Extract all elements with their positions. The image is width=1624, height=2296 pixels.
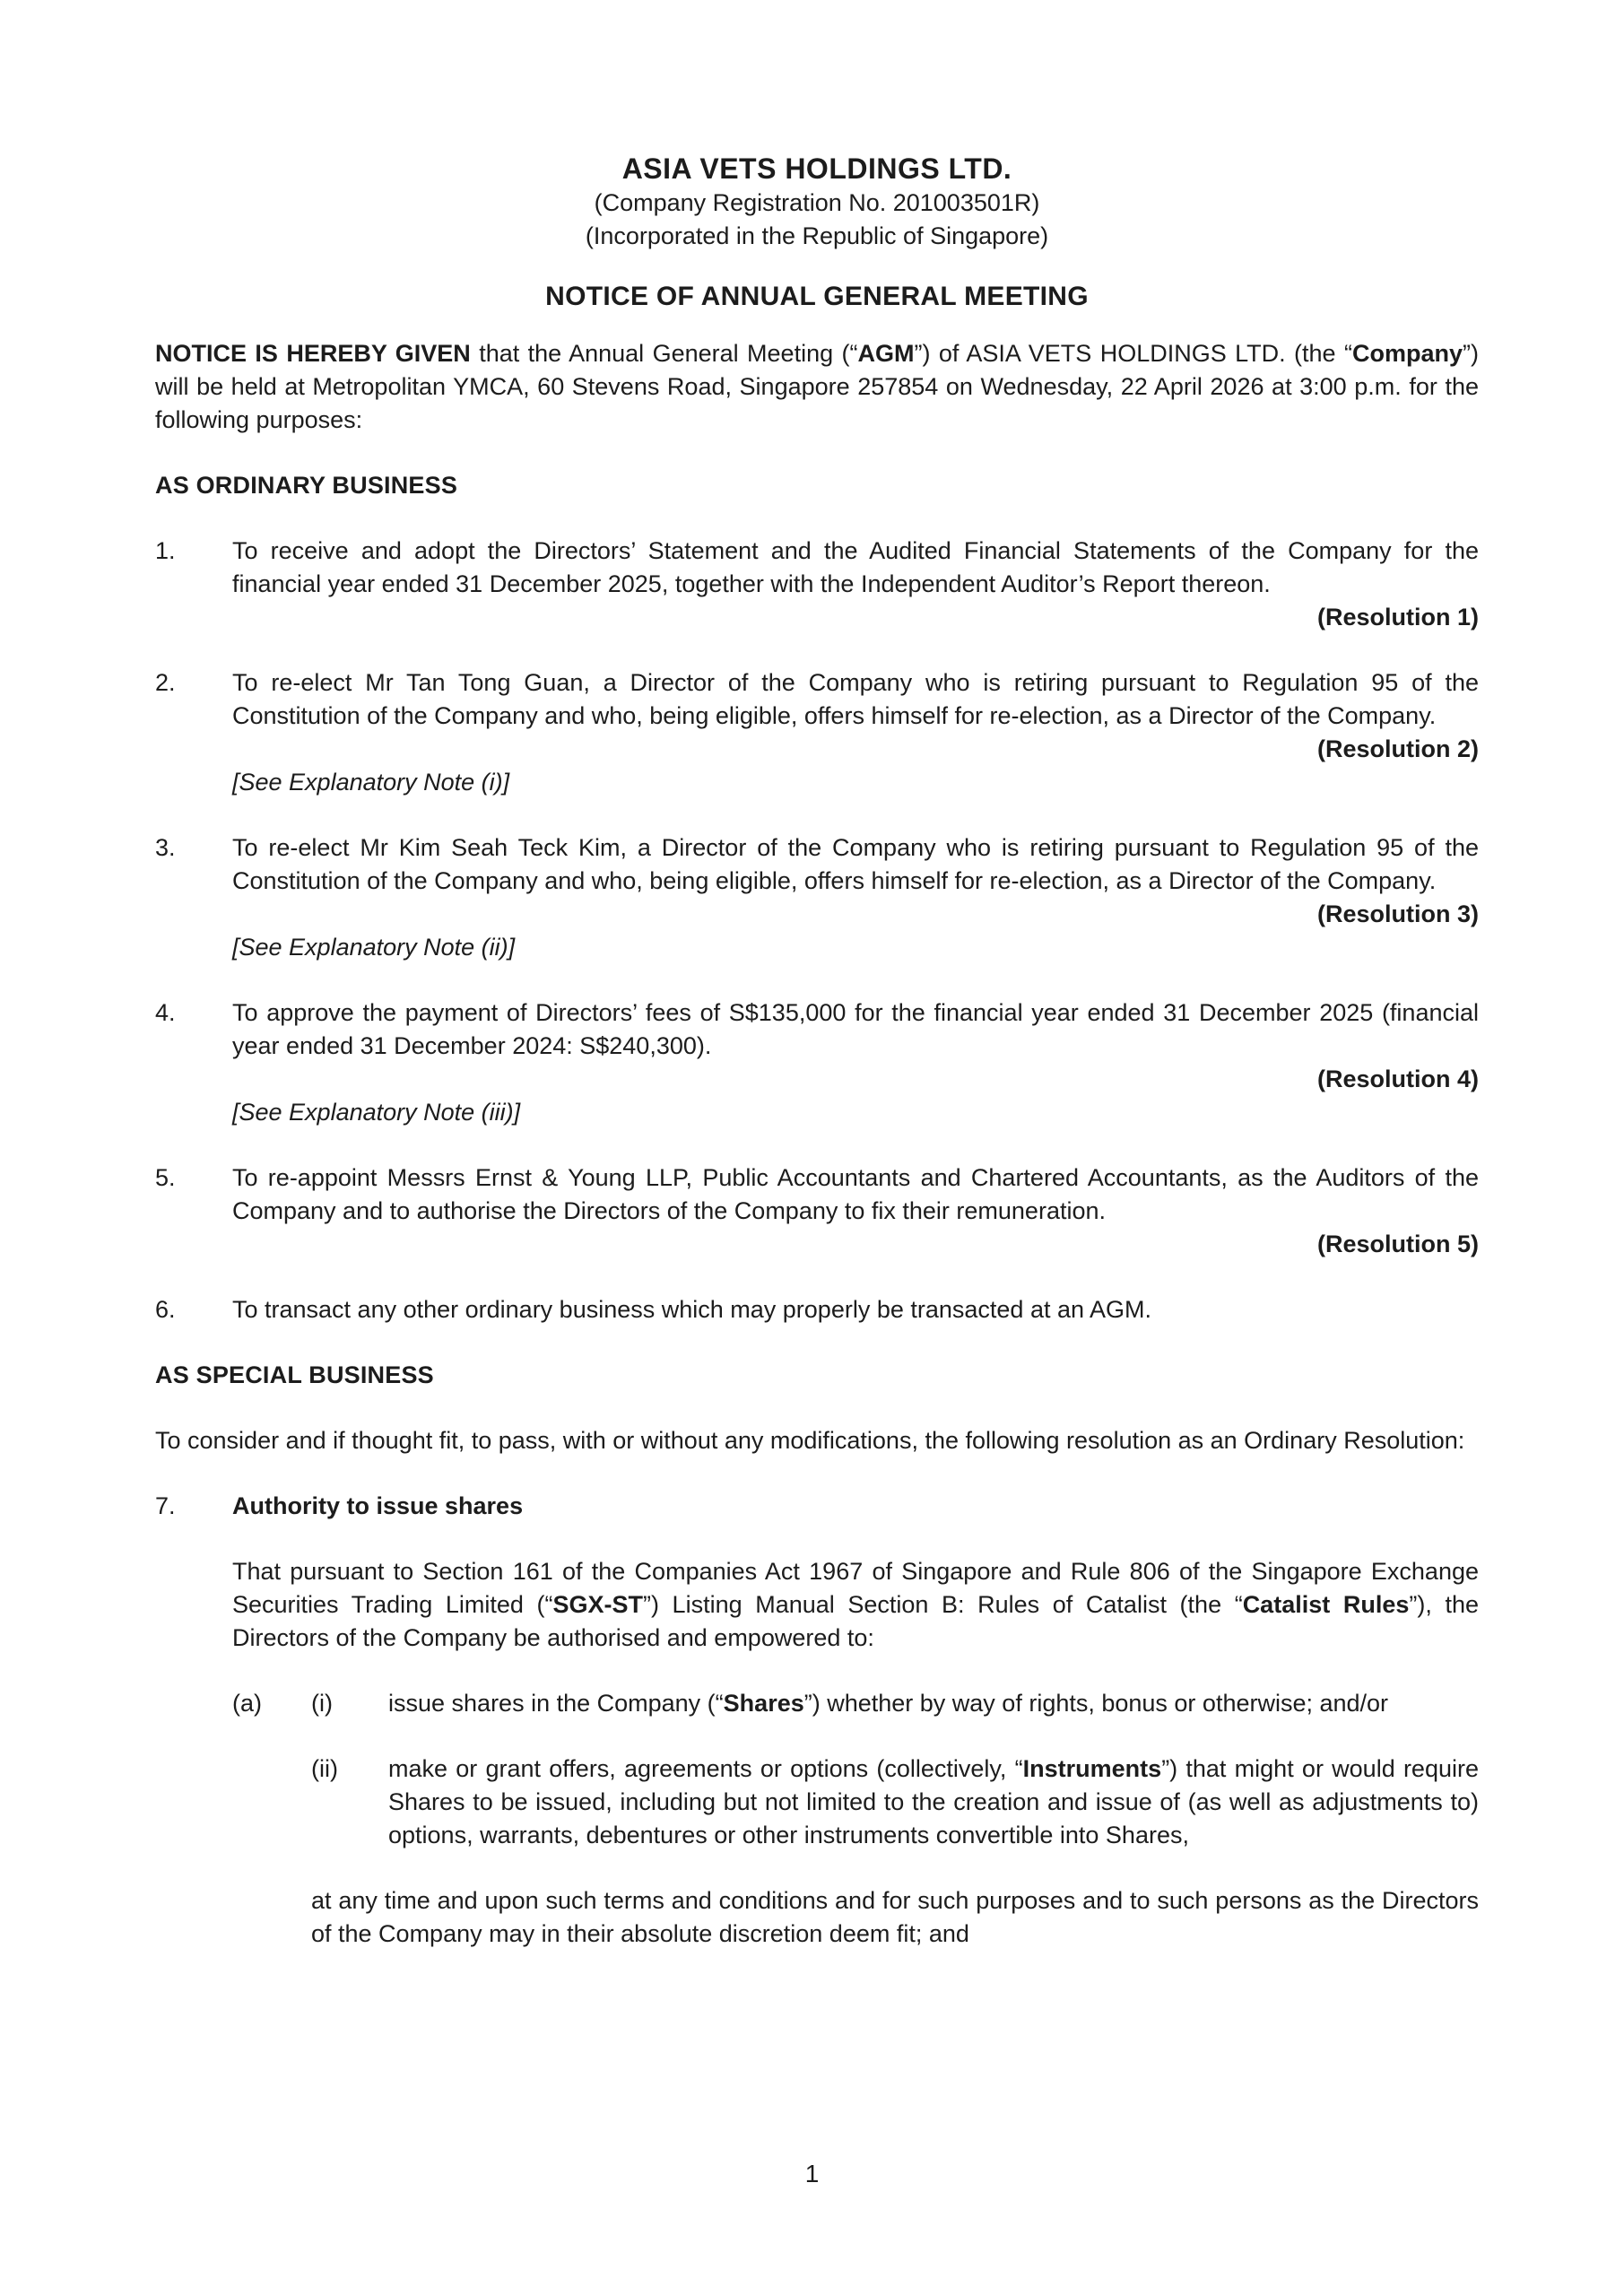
sub-ii-text-a: make or grant offers, agreements or options (collectively, “: [388, 1755, 1023, 1782]
item-7-text-a: That pursuant to Section 161 of the Companies Act 1967 of Singapore and Rule 806 of the Singapore Exchange Securities Trading Limited (“: [232, 1558, 1479, 1618]
item-7-paragraph: [232, 1555, 1479, 1655]
intro-paragraph: [155, 337, 1479, 437]
item-number: 3.: [155, 834, 176, 861]
sub-item-ii-text: [388, 1752, 1479, 1852]
notice-content: [155, 151, 1479, 1951]
agenda-item-2: [155, 666, 1479, 799]
sub-label-spacer: [232, 1752, 311, 1852]
catalist-rules-term: Catalist Rules: [1242, 1591, 1410, 1618]
item-number: 7.: [155, 1492, 176, 1519]
item-text: To re-elect Mr Tan Tong Guan, a Director of the Company who is retiring pursuant to Regulation 95 of the Constitution of the Company and who, being eligible, offers himself for re-election, as a Director of the Company.: [232, 669, 1479, 729]
agenda-item-6: [155, 1293, 1479, 1326]
item-text: To re-elect Mr Kim Seah Teck Kim, a Director of the Company who is retiring pursuant to Regulation 95 of the Constitution of the Company and who, being eligible, offers himself for re-election, as a Director of the Company.: [232, 834, 1479, 894]
sub-item-a-tail: at any time and upon such terms and conditions and for such purposes and to such persons as the Directors of the Company may in their absolute discretion deem fit; and: [311, 1887, 1479, 1947]
incorporation-line: (Incorporated in the Republic of Singapore): [585, 222, 1049, 249]
agenda-item-4: [155, 996, 1479, 1129]
explanatory-note-ref: [See Explanatory Note (i)]: [232, 769, 510, 796]
item-text: To receive and adopt the Directors’ Statement and the Audited Financial Statements of the Company for the financial year ended 31 December 2025, together with the Independent Auditor’s Report thereon.: [232, 537, 1479, 597]
registration-number: (Company Registration No. 201003501R): [594, 189, 1040, 216]
special-business-intro: To consider and if thought fit, to pass, with or without any modifications, the following resolution as an Ordinary Resolution:: [155, 1427, 1465, 1454]
agenda-item-1: [155, 535, 1479, 634]
item-number: 2.: [155, 669, 176, 696]
agenda-item-7: [155, 1490, 1479, 1523]
notice-title: NOTICE OF ANNUAL GENERAL MEETING: [545, 282, 1089, 311]
sgx-st-term: SGX-ST: [552, 1591, 643, 1618]
item-number: 6.: [155, 1296, 176, 1323]
resolution-label: (Resolution 3): [1317, 900, 1479, 927]
item-7-text-c: ”), the Directors of the Company be authorised and empowered to:: [232, 1591, 1479, 1651]
sub-label-i: (i): [311, 1690, 333, 1717]
item-text: To approve the payment of Directors’ fees of S$135,000 for the financial year ended 31 December 2025 (financial year ended 31 December 2024: S$240,300).: [232, 999, 1479, 1059]
intro-agm: AGM: [857, 340, 915, 367]
sub-label-a: (a): [232, 1690, 262, 1717]
item-number: 4.: [155, 999, 176, 1026]
ordinary-business-heading: AS ORDINARY BUSINESS: [155, 472, 458, 499]
intro-company: Company: [1351, 340, 1463, 367]
page-number: 1: [804, 2160, 820, 2187]
sub-i-text-a: issue shares in the Company (“: [388, 1690, 724, 1717]
shares-term: Shares: [723, 1690, 804, 1717]
sub-item-a-i: [232, 1687, 1479, 1720]
resolution-label: (Resolution 1): [1317, 604, 1479, 631]
item-number: 5.: [155, 1164, 176, 1191]
intro-text-2: ”) of ASIA VETS HOLDINGS LTD. (the “: [914, 340, 1352, 367]
company-name: ASIA VETS HOLDINGS LTD.: [621, 152, 1012, 185]
resolution-label: (Resolution 2): [1317, 735, 1479, 762]
special-business-heading: AS SPECIAL BUSINESS: [155, 1361, 434, 1388]
item-7-title: Authority to issue shares: [232, 1492, 524, 1519]
item-7-text-b: ”) Listing Manual Section B: Rules of Catalist (the “: [642, 1591, 1243, 1618]
agenda-item-3: [155, 831, 1479, 964]
sub-i-text-b: ”) whether by way of rights, bonus or otherwise; and/or: [803, 1690, 1389, 1717]
intro-text-3: ”) will be held at Metropolitan YMCA, 60 Stevens Road, Singapore 257854 on Wednesday, 22 April 2026 at 3:00 p.m. for the following purposes:: [155, 340, 1479, 433]
item-text: To re-appoint Messrs Ernst & Young LLP, Public Accountants and Chartered Accountants, as the Auditors of the Company and to authorise the Directors of the Company to fix their remuneration.: [232, 1164, 1479, 1224]
sub-item-i-text: [388, 1687, 1479, 1720]
item-text: To transact any other ordinary business which may properly be transacted at an AGM.: [232, 1296, 1152, 1323]
agenda-item-5: [155, 1161, 1479, 1261]
resolution-label: (Resolution 5): [1317, 1231, 1479, 1257]
intro-lead: NOTICE IS HEREBY GIVEN: [155, 340, 471, 367]
sub-label-ii: (ii): [311, 1755, 338, 1782]
explanatory-note-ref: [See Explanatory Note (ii)]: [232, 934, 516, 961]
resolution-label: (Resolution 4): [1317, 1065, 1479, 1092]
sub-item-a-ii: [232, 1752, 1479, 1852]
explanatory-note-ref: [See Explanatory Note (iii)]: [232, 1099, 521, 1126]
item-number: 1.: [155, 537, 176, 564]
instruments-term: Instruments: [1022, 1755, 1162, 1782]
sub-ii-text-b: ”) that might or would require Shares to be issued, including but not limited to the creation and issue of (as well as adjustments to) options, warrants, debentures or other instruments convertible into Shares,: [388, 1755, 1479, 1848]
intro-text-1: that the Annual General Meeting (“: [470, 340, 858, 367]
